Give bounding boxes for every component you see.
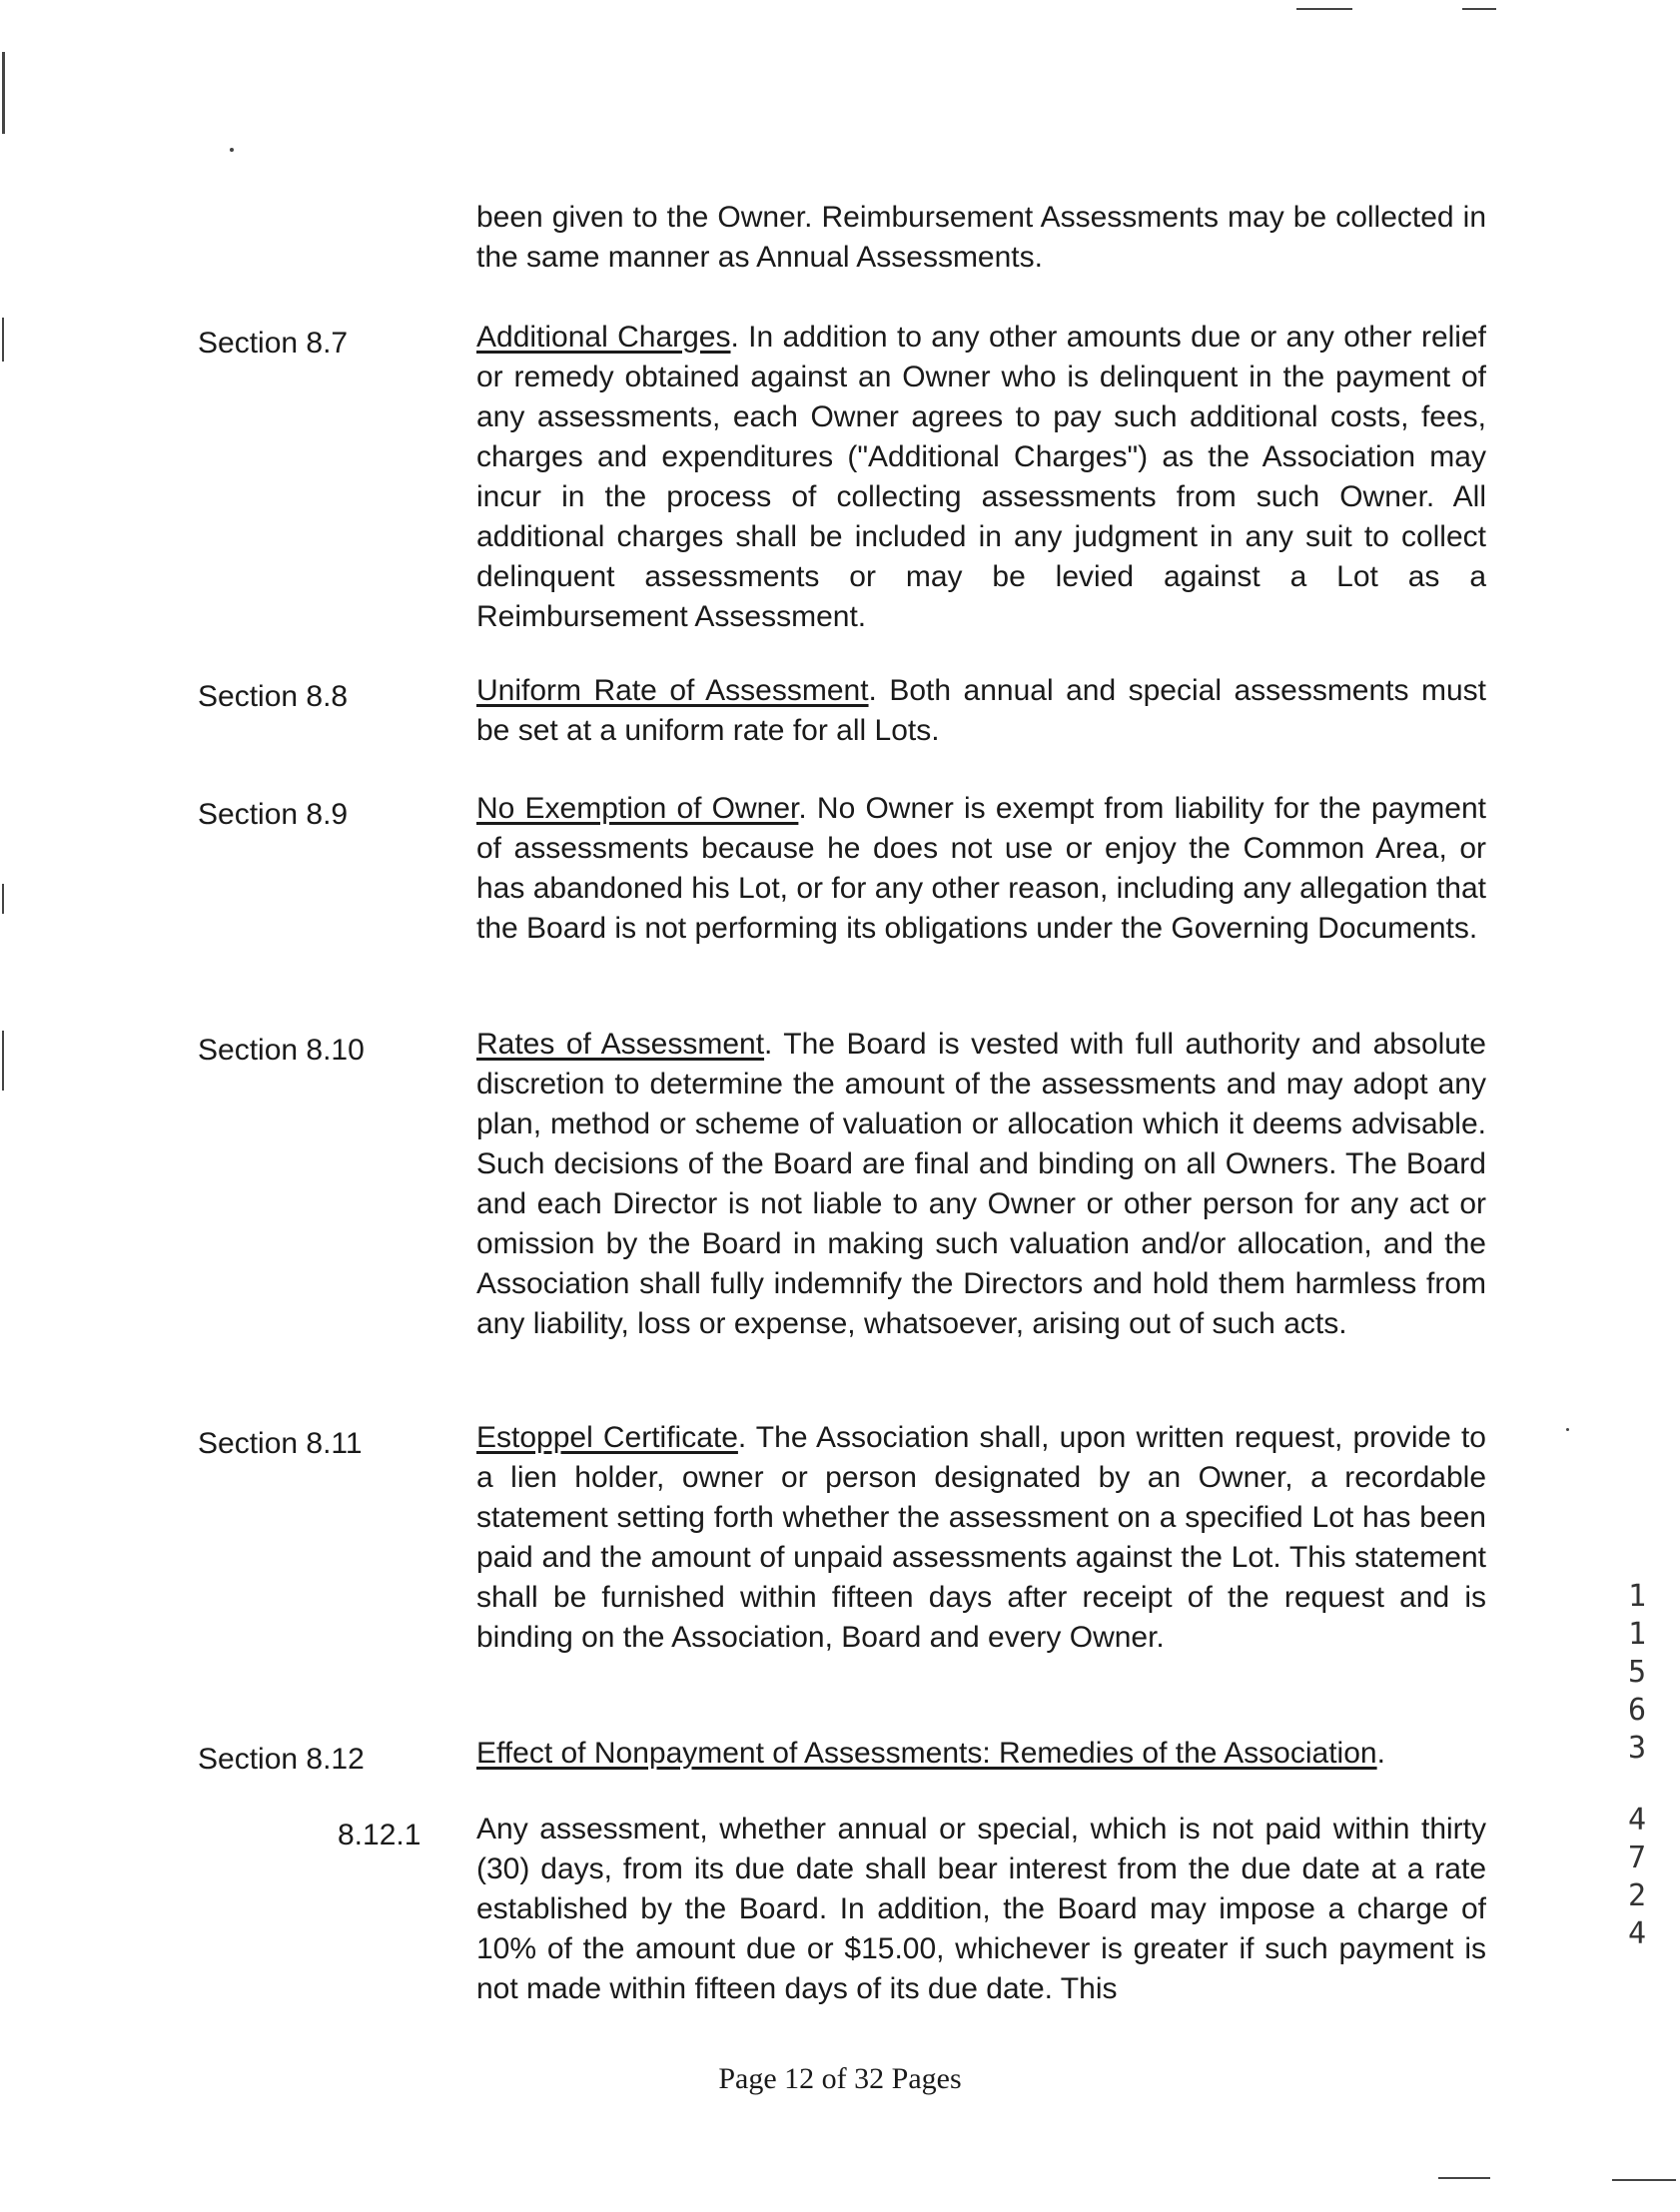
section-heading: Effect of Nonpayment of Assessments: Remedies of the Association (476, 1737, 1377, 1770)
section-heading: Estoppel Certificate (476, 1421, 738, 1454)
stamp-digit: 6 (1627, 1693, 1647, 1728)
stamp-digit: 3 (1627, 1731, 1647, 1766)
section-label: Section 8.10 (198, 1034, 365, 1067)
scan-edge-mark (2, 52, 5, 134)
continuation-paragraph: been given to the Owner. Reimbursement Assessments may be collected in the same manner as Annual Assessments. (476, 201, 1486, 274)
page-footer: Page 12 of 32 Pages (718, 2062, 962, 2095)
stamp-digit: 5 (1627, 1655, 1647, 1690)
section-label: Section 8.9 (198, 798, 349, 831)
section-text: . (1376, 1737, 1385, 1770)
section-heading: Rates of Assessment (476, 1028, 765, 1061)
section-body (476, 1418, 1486, 1658)
section-body (476, 671, 1486, 751)
scan-bottom-line (1612, 2179, 1676, 2181)
scan-top-line (1462, 8, 1496, 10)
section-text: . Both annual and special assessments must be set at a uniform rate for all Lots. (476, 674, 1486, 747)
section-text: . The Association shall, upon written request, provide to a lien holder, owner or person designated by an Owner, a recordable statement setting forth whether the assessment on a specified Lot has been paid and the amount of unpaid assessments against the Lot. This statement shall be furnished within fifteen days after receipt of the request and is binding on the Association, Board and every Owner. (476, 1421, 1486, 1654)
section-label: Section 8.11 (198, 1427, 363, 1460)
section-label: Section 8.7 (198, 327, 349, 360)
scan-dot (1566, 1428, 1569, 1431)
stamp-digit: 4 (1627, 1916, 1647, 1951)
section-body (476, 318, 1486, 637)
scan-edge-mark (2, 318, 4, 362)
section-body (476, 1734, 1486, 1774)
subsection-label: 8.12.1 (338, 1819, 421, 1851)
scan-top-line (1296, 8, 1352, 10)
stamp-digit: 1 (1627, 1579, 1647, 1614)
section-heading: Uniform Rate of Assessment (476, 674, 869, 707)
scan-dot (230, 148, 234, 152)
section-heading: Additional Charges (476, 321, 731, 354)
recording-number-stamp (1620, 1578, 1654, 1953)
section-heading: No Exemption of Owner (476, 792, 799, 825)
scan-edge-mark (2, 1031, 4, 1091)
stamp-digit: 1 (1627, 1617, 1647, 1652)
scan-edge-mark (2, 884, 4, 914)
section-text: . In addition to any other amounts due or any other relief or remedy obtained against an Owner who is delinquent in the payment of any assessments, each Owner agrees to pay such additional costs, fees, charges and expenditures ("Additional Charges") as the Association may incur in the process of collecting assessments from such Owner. All additional charges shall be included in any judgment in any suit to collect delinquent assessments or may be levied against a Lot as a Reimbursement Assessment. (476, 321, 1486, 633)
section-label: Section 8.8 (198, 680, 349, 713)
stamp-digit: 4 (1627, 1803, 1647, 1838)
stamp-digit: 7 (1627, 1841, 1647, 1875)
section-label: Section 8.12 (198, 1743, 365, 1776)
section-text: . No Owner is exempt from liability for the payment of assessments because he does not use or enjoy the Common Area, or has abandoned his Lot, or for any other reason, including any allegation that the Board is not performing its obligations under the Governing Documents. (476, 792, 1486, 945)
section-text: . The Board is vested with full authority and absolute discretion to determine the amount of the assessments and may adopt any plan, method or scheme of valuation or allocation which it deems advisable. Such decisions of the Board are final and binding on all Owners. The Board and each Director is not liable to any Owner or other person for any act or omission by the Board in making such valuation and/or allocation, and the Association shall fully indemnify the Directors and hold them harmless from any liability, loss or expense, whatsoever, arising out of such acts. (476, 1028, 1486, 1340)
section-body (476, 1025, 1486, 1344)
scan-bottom-line (1438, 2177, 1490, 2179)
stamp-digit: 2 (1627, 1878, 1647, 1913)
subsection-body: Any assessment, whether annual or special, which is not paid within thirty (30) days, from its due date shall bear interest from the due date at a rate established by the Board. In addition, the Board may impose a charge of 10% of the amount due or $15.00, whichever is greater if such payment is not made within fifteen days of its due date. This (476, 1813, 1486, 2005)
section-body (476, 789, 1486, 949)
